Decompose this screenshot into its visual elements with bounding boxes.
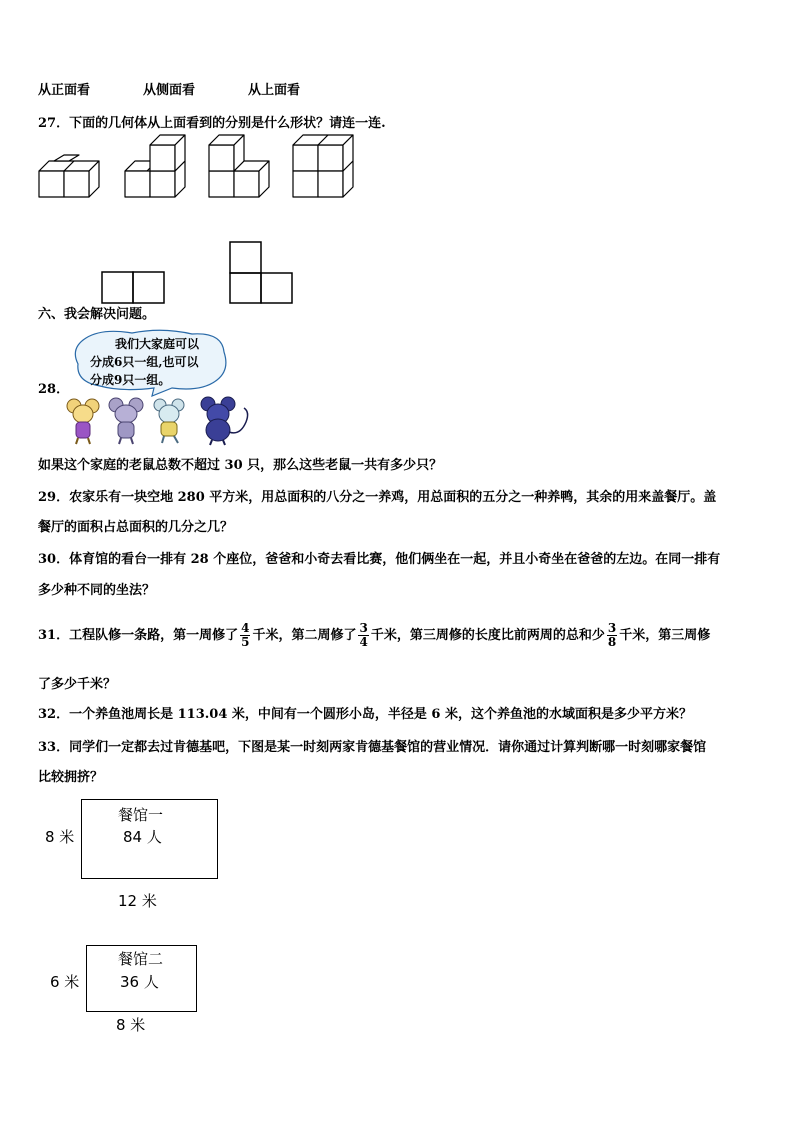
- question-30-line-1: 30．体育馆的看台一排有 28 个座位，爸爸和小奇去看比赛，他们俩坐在一起，并且小奇坐在爸爸的左边。在同一排有: [38, 552, 721, 567]
- bubble-line-2: 分成6只一组,也可以: [90, 355, 199, 369]
- mouse-4: [201, 397, 248, 445]
- question-31-part-1: 31．工程队修一条路，第一周修了: [38, 628, 239, 643]
- mouse-1: [67, 399, 99, 444]
- bubble-line-1: 我们大家庭可以: [115, 337, 200, 351]
- restaurant-2-width: 8 米: [116, 1016, 146, 1034]
- cube-figure-4: [293, 135, 353, 197]
- view-label-side: 从侧面看: [143, 83, 196, 98]
- question-31-line-1: [38, 621, 710, 651]
- question-30-line-2: 多少种不同的坐法？: [38, 583, 156, 598]
- restaurant-1-height: 8 米: [45, 828, 75, 846]
- fraction-4-5: $\frac{4}{5}$: [241, 621, 250, 649]
- question-31-line-2: 了多少千米？: [38, 677, 117, 692]
- question-33-line-1: 33．同学们一定都去过肯德基吧，下图是某一时刻两家肯德基餐馆的营业情况．请你通过计算判断哪一时刻哪家餐馆: [38, 740, 707, 755]
- fraction-3-8: $\frac{3}{8}$: [607, 621, 617, 649]
- question-27: 27．下面的几何体从上面看到的分别是什么形状？请连一连.: [38, 116, 386, 131]
- restaurant-1-name: 餐馆一: [118, 806, 164, 824]
- question-29-line-2: 餐厅的面积占总面积的几分之几？: [38, 520, 234, 535]
- cube-figure-2: [125, 135, 185, 197]
- question-31-part-3: 千米，第三周修的长度比前两周的总和少: [370, 628, 605, 643]
- bubble-line-3: 分成9只一组。: [90, 373, 171, 387]
- mouse-3: [154, 399, 184, 443]
- question-32: 32．一个养鱼池周长是 113.04 米，中间有一个圆形小岛，半径是 6 米，这个养鱼池的水域面积是多少平方米？: [38, 707, 692, 722]
- mice-illustration: [64, 396, 254, 446]
- question-31-part-2: 千米，第二周修了: [252, 628, 357, 643]
- cube-figure-3: [209, 135, 269, 197]
- restaurant-1-people: 84 人: [123, 828, 162, 846]
- cube-figure-1: [39, 155, 99, 197]
- question-28-text: 如果这个家庭的老鼠总数不超过 30 只，那么这些老鼠一共有多少只？: [38, 458, 443, 473]
- cube-figures: [36, 137, 376, 207]
- restaurant-2-people: 36 人: [120, 973, 159, 991]
- question-33-line-2: 比较拥挤？: [38, 770, 104, 785]
- fraction-3-4: $\frac{3}{4}$: [359, 621, 368, 649]
- mouse-2: [109, 398, 143, 444]
- question-28-number: 28．: [38, 382, 70, 397]
- section-6-title: 六、我会解决问题。: [38, 307, 156, 322]
- top-view-shape-1: [101, 271, 171, 305]
- question-29-line-1: 29．农家乐有一块空地 280 平方米，用总面积的八分之一养鸡，用总面积的五分之一种养鸭，其余的用来盖餐厅。盖: [38, 490, 717, 505]
- top-view-shape-2: [229, 241, 295, 305]
- view-label-front: 从正面看: [38, 83, 91, 98]
- restaurant-2-height: 6 米: [50, 973, 80, 991]
- restaurant-1-width: 12 米: [118, 892, 157, 910]
- question-31-part-4: 千米，第三周修: [619, 628, 711, 643]
- view-label-top: 从上面看: [248, 83, 301, 98]
- restaurant-2-name: 餐馆二: [118, 950, 164, 968]
